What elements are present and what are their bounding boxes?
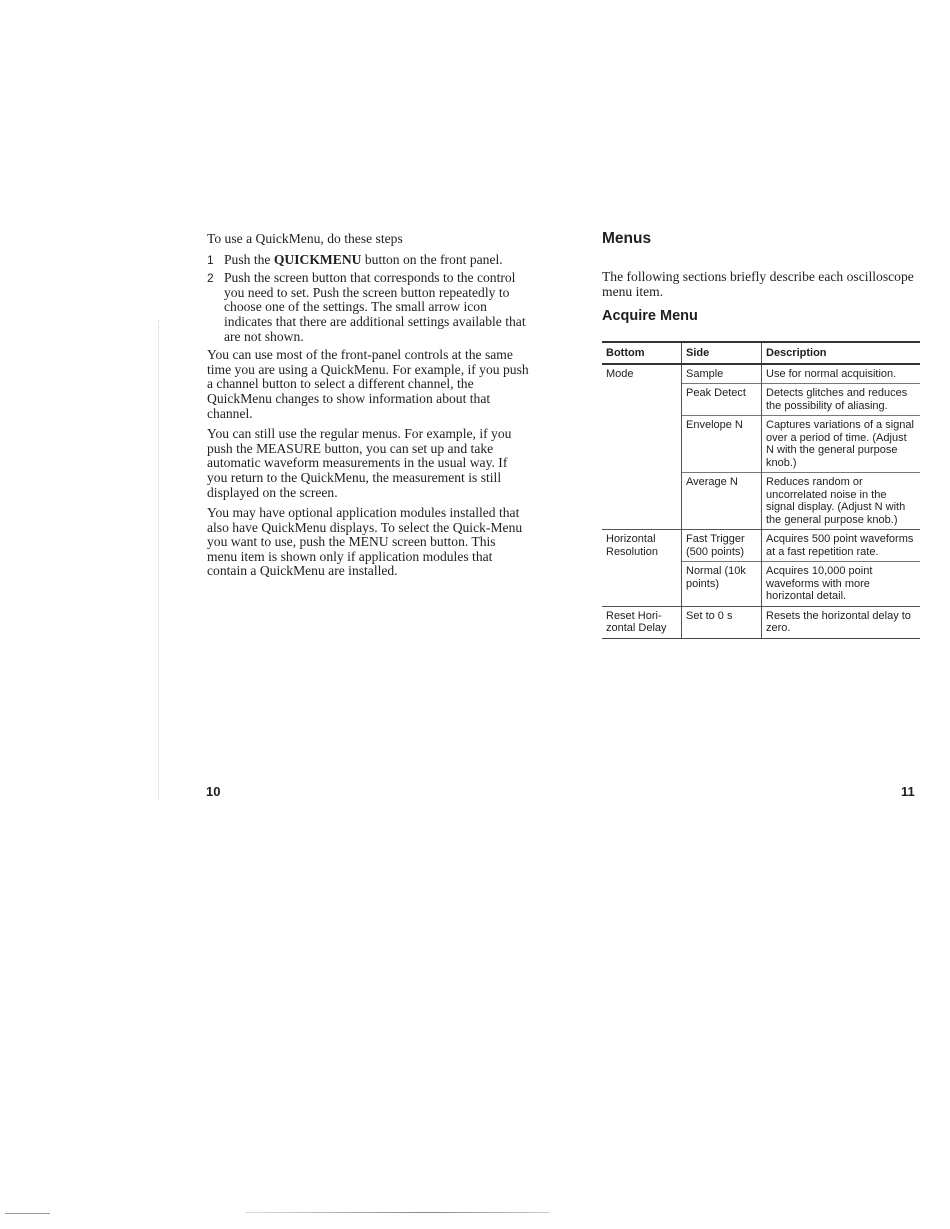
cell-bottom: [602, 473, 682, 530]
step-number: 1: [207, 252, 214, 267]
table-row: [602, 364, 920, 384]
cell-side: Peak Detect: [682, 384, 762, 416]
section-heading: Menus: [602, 230, 652, 247]
cell-bottom: [602, 562, 682, 607]
paragraph-regular-menus: You can still use the regular menus. For example, if you push the MEASURE button, you can set up and take automatic waveform measurements in the usual way. If you return to the QuickMenu, the measurement is still displayed on the screen.: [207, 426, 512, 500]
left-page-content: [207, 232, 529, 585]
table-header-row: [602, 342, 920, 364]
paragraph-application-modules: You may have optional application modules installed that also have QuickMenu displays. To select the Quick-Menu you want to use, push the MENU screen button. This menu item is shown only if application modules that contain a QuickMenu are installed.: [207, 505, 523, 579]
cell-bottom: Mode: [606, 367, 634, 380]
cell-description: Reduces random or uncorrelated noise in the signal display. (Adjust N with the general purpose knob.): [762, 473, 921, 530]
menus-intro: The following sections briefly describe each oscilloscope menu item.: [602, 269, 914, 299]
cell-side: Fast Trigger (500 points): [682, 530, 762, 562]
cell-description: Use for normal acquisition.: [762, 364, 921, 384]
scan-bottom-streak: [245, 1212, 550, 1213]
cell-side: Average N: [682, 473, 762, 530]
step-number: 2: [207, 271, 214, 286]
step-text-pre: Push the: [224, 251, 274, 267]
paragraph-front-panel: You can use most of the front-panel controls at the same time you are using a QuickMenu. For example, if you push a channel button to select a different channel, the QuickMenu changes to show information about that channel.: [207, 347, 529, 421]
step-1: [207, 253, 529, 268]
header-bottom: Bottom: [602, 342, 682, 364]
cell-description: Acquires 500 point waveforms at a fast repetition rate.: [762, 530, 921, 562]
scan-margin-dots: [158, 320, 160, 800]
table-row: [602, 562, 920, 607]
cell-bottom: Horizontal Resolution: [602, 530, 682, 562]
header-description: Description: [762, 342, 921, 364]
page-number-right: 11: [901, 784, 915, 799]
quickmenu-intro: To use a QuickMenu, do these steps: [207, 231, 403, 246]
cell-side: Envelope N: [682, 416, 762, 473]
step-text: Push the screen button that corresponds to the control you need to set. Push the screen button repeatedly to choose one of the settings. The small arrow icon indicates that there are additional settings available that are not shown.: [224, 270, 526, 344]
page-number-left: 10: [206, 784, 221, 799]
table-row: [602, 384, 920, 416]
table-row: [602, 606, 920, 638]
header-side: Side: [682, 342, 762, 364]
acquire-menu-table: [602, 341, 920, 639]
right-page-content: [602, 230, 922, 639]
cell-description: Acquires 10,000 point waveforms with more horizontal detail.: [762, 562, 921, 607]
cell-side: Normal (10k points): [682, 562, 762, 607]
cell-description: Captures variations of a signal over a period of time. (Adjust N with the general purpose knob.): [762, 416, 921, 473]
cell-bottom: Reset Hori-zontal Delay: [602, 606, 682, 638]
table-row: [602, 473, 920, 530]
step-text: [224, 253, 529, 268]
cell-description: Detects glitches and reduces the possibility of aliasing.: [762, 384, 921, 416]
cell-bottom: [602, 416, 682, 473]
cell-description: Resets the horizontal delay to zero.: [762, 606, 921, 638]
step-2: [207, 271, 529, 344]
scan-bottom-mark: [5, 1213, 50, 1214]
cell-side: Sample: [682, 364, 762, 384]
table-row: [602, 416, 920, 473]
table-row: [602, 530, 920, 562]
cell-side: Set to 0 s: [682, 606, 762, 638]
subsection-heading: Acquire Menu: [602, 308, 698, 325]
step-text-post: button on the front panel.: [361, 251, 503, 267]
cell-bottom: [602, 384, 682, 416]
quickmenu-button-name: QUICKMENU: [273, 251, 362, 267]
